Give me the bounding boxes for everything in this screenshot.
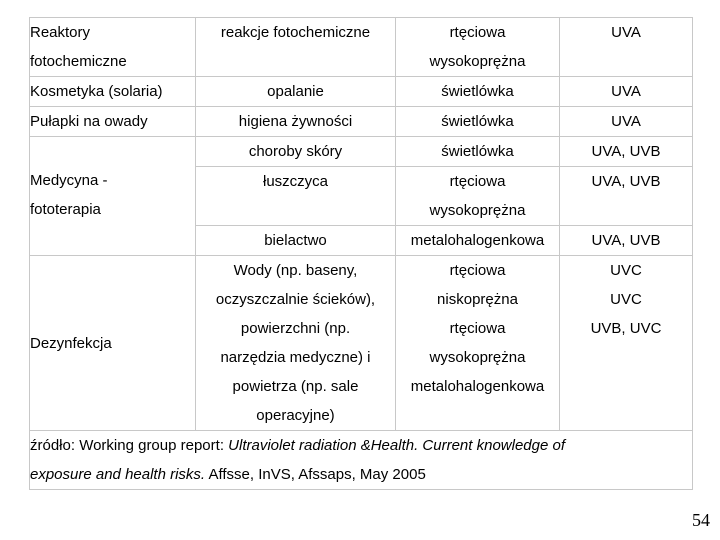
lamp-cell: świetlówka bbox=[396, 77, 560, 107]
source-title: Ultraviolet radiation &Health. Current knowledge of bbox=[228, 437, 565, 454]
source-label: źródło: Working group report: bbox=[30, 437, 229, 454]
source-title-cont: exposure and health risks. bbox=[30, 466, 206, 483]
table-row bbox=[30, 77, 693, 107]
application-cell: Pułapki na owady bbox=[30, 107, 196, 137]
radiation-cell: UVA bbox=[560, 18, 693, 77]
lamp-cell: świetlówka bbox=[396, 137, 560, 167]
radiation-cell: UVA, UVB bbox=[560, 167, 693, 226]
page-number: 54 bbox=[692, 510, 710, 530]
purpose-cell: choroby skóry bbox=[196, 137, 396, 167]
application-cell: Kosmetyka (solaria) bbox=[30, 77, 196, 107]
purpose-cell: Wody (np. baseny, oczyszczalnie ścieków), powierzchni (np. narzędzia medyczne) i powietrza (np. sale operacyjne) bbox=[196, 256, 396, 431]
radiation-cell: UVA, UVB bbox=[560, 137, 693, 167]
purpose-cell: łuszczyca bbox=[196, 167, 396, 226]
lamp-cell: rtęciowa wysokoprężna bbox=[396, 167, 560, 226]
application-cell: Medycyna - fototerapia bbox=[30, 137, 196, 256]
source-note bbox=[30, 431, 693, 490]
radiation-cell: UVA bbox=[560, 107, 693, 137]
lamp-cell: rtęciowa niskoprężna rtęciowa wysokoprężna metalohalogenkowa bbox=[396, 256, 560, 431]
purpose-cell: reakcje fotochemiczne bbox=[196, 18, 396, 77]
table-row bbox=[30, 137, 693, 167]
table-row bbox=[30, 18, 693, 77]
uv-applications-table bbox=[29, 17, 693, 490]
table-row bbox=[30, 256, 693, 431]
source-publishers: Affsse, InVS, Afssaps, May 2005 bbox=[205, 466, 426, 483]
lamp-cell: świetlówka bbox=[396, 107, 560, 137]
radiation-cell: UVA, UVB bbox=[560, 226, 693, 256]
lamp-cell: metalohalogenkowa bbox=[396, 226, 560, 256]
purpose-cell: bielactwo bbox=[196, 226, 396, 256]
table-row bbox=[30, 107, 693, 137]
lamp-cell: rtęciowa wysokoprężna bbox=[396, 18, 560, 77]
radiation-cell: UVA bbox=[560, 77, 693, 107]
purpose-cell: opalanie bbox=[196, 77, 396, 107]
purpose-cell: higiena żywności bbox=[196, 107, 396, 137]
application-cell: Reaktory fotochemiczne bbox=[30, 18, 196, 77]
application-cell: Dezynfekcja bbox=[30, 256, 196, 431]
radiation-cell: UVC UVC UVB, UVC bbox=[560, 256, 693, 431]
table-row bbox=[30, 431, 693, 490]
